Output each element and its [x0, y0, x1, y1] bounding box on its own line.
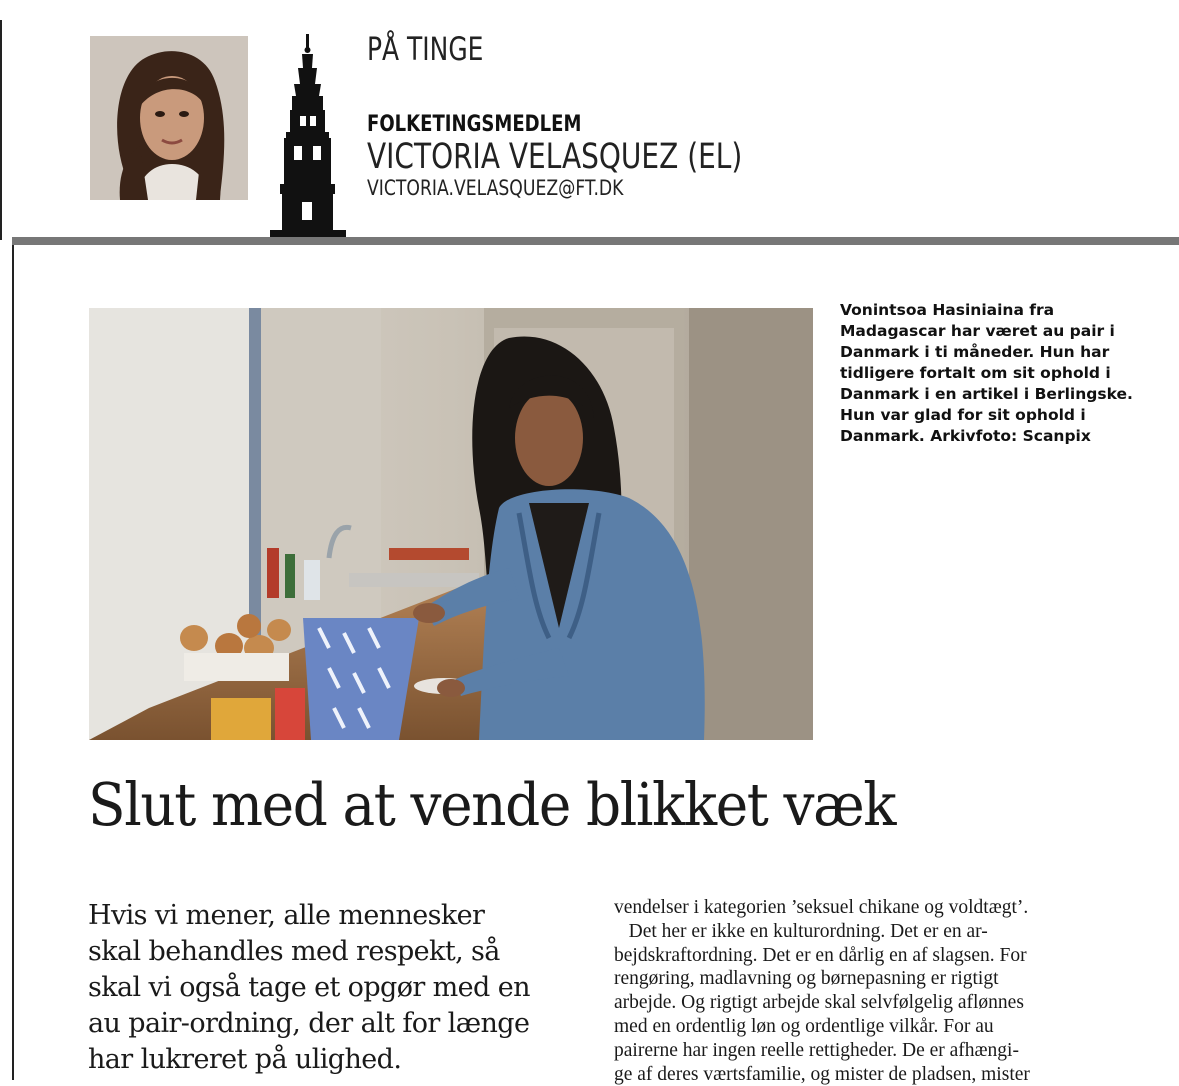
- body-line: med en ordentlig løn og ordentlige vilkår. For au: [614, 1015, 994, 1037]
- article-body: [614, 896, 1124, 1086]
- lead-line: skal behandles med respekt, så: [88, 936, 500, 967]
- article-headline: Slut med at vende blikket væk: [88, 770, 896, 839]
- au-pair-kitchen-photo: [89, 308, 813, 740]
- photo-caption: Vonintsoa Hasiniaina fra Madagascar har været au pair i Danmark i ti måneder. Hun har tidligere fortalt om sit ophold i Danmark i en artikel i Berlingske. Hun var glad for sit ophold i Danmark. Arkivfoto: Scanpix: [840, 301, 1133, 445]
- left-column-rule: [0, 20, 2, 240]
- body-line: pairerne har ingen reelle rettigheder. De er afhængi-: [614, 1039, 1019, 1061]
- lead-line: au pair-ordning, der alt for længe: [88, 1008, 530, 1039]
- body-line: vendelser i kategorien ’seksuel chikane og voldtægt’.: [614, 897, 1029, 918]
- author-name: VICTORIA VELASQUEZ (EL): [367, 137, 743, 177]
- author-role: FOLKETINGSMEDLEM: [367, 112, 582, 137]
- christiansborg-tower-icon: [270, 34, 346, 238]
- lead-line: har lukreret på ulighed.: [88, 1044, 402, 1075]
- body-line: rengøring, madlavning og børnepasning er rigtigt: [614, 968, 999, 990]
- article-box-rule: [12, 245, 14, 1080]
- body-line: Det her er ikke en kulturordning. Det er en ar-: [614, 920, 988, 942]
- header-divider: [12, 237, 1179, 245]
- article-lead: [88, 898, 568, 1078]
- author-email: VICTORIA.VELASQUEZ@FT.DK: [367, 176, 624, 200]
- body-line: bejdskraftordning. Det er en dårlig en af slagsen. For: [614, 944, 1027, 966]
- article-photo: [89, 308, 813, 740]
- author-portrait-image: [90, 36, 248, 200]
- lead-line: Hvis vi mener, alle mennesker: [88, 900, 485, 931]
- section-kicker: PÅ TINGE: [367, 30, 484, 68]
- body-line: arbejde. Og rigtigt arbejde skal selvfølgelig aflønnes: [614, 992, 1024, 1014]
- lead-line: skal vi også tage et opgør med en: [88, 972, 530, 1003]
- body-line: ge af deres værtsfamilie, og mister de pladsen, mister: [614, 1063, 1030, 1085]
- author-portrait: [90, 36, 248, 200]
